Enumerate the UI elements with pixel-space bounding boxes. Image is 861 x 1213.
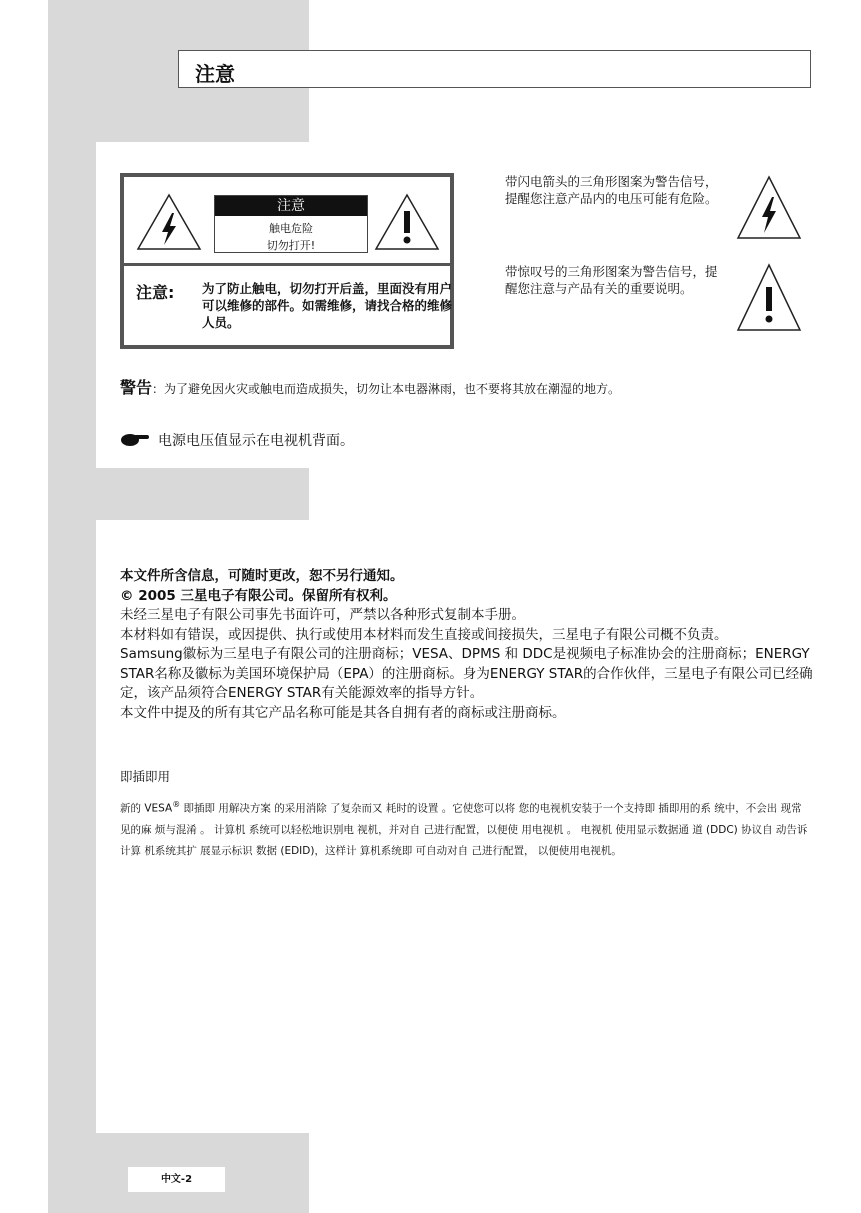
caution-text: 为了防止触电，切勿打开后盖，里面没有用户可以维修的部件。如需维修，请找合格的维修人员。	[202, 281, 453, 330]
legal-line-3: 未经三星电子有限公司事先书面许可，严禁以各种形式复制本手册。	[120, 607, 525, 623]
page-title: 注意	[195, 62, 235, 86]
copyright-line: © 2005 三星电子有限公司。保留所有权利。	[120, 587, 397, 604]
note-text: 电源电压值显示在电视机背面。	[158, 433, 354, 449]
legal-line-4: 本材料如有错误，或因提供、执行或使用本材料而发生直接或间接损失，三星电子有限公司概不负责。	[120, 626, 728, 643]
pointing-hand-icon	[120, 433, 150, 447]
page-number: 中文-2	[128, 1167, 225, 1192]
caution-panel	[120, 173, 454, 349]
legal-notice	[120, 567, 820, 723]
note-line	[120, 430, 354, 450]
registered-mark: ®	[172, 800, 181, 809]
plug-and-play-text-b: 即插即 用解决方案 的采用消除 了复杂而又 耗时的设置 。它使您可以将 您的电视机安装于一个支持即 插即用的系 统中，不会出 现常见的麻 烦与混淆 。 计算机 系统可以轻松地识别电 视机，并对自 己进行配置，以便使 用电视机 。 电视机 使用显示数据通 道 (DDC) 协议自 动告诉计算 机系统其扩 展显示标识 数据 (EDID)，这样计 算机系统即 可自动对自 己进行配置， 以便使用电视机。	[120, 802, 808, 857]
caution-label: 注意:	[136, 283, 175, 302]
caution-heading: 注意	[215, 196, 367, 216]
warning-text: ：为了避免因火灾或触电而造成损失，切勿让本电器淋雨，也不要将其放在潮湿的地方。	[152, 382, 621, 396]
plug-and-play-title: 即插即用	[120, 769, 171, 784]
legal-line-1: 本文件所含信息，可随时更改，恕不另行通知。	[120, 568, 404, 584]
caution-line-2: 切勿打开!	[266, 239, 316, 252]
caution-label-box	[214, 195, 368, 253]
plug-and-play-text-a: 新的 VESA	[120, 802, 173, 815]
legal-line-6: 本文件中提及的所有其它产品名称可能是其各自拥有者的商标或注册商标。	[120, 704, 566, 721]
lightning-note: 带闪电箭头的三角形图案为警告信号，提醒您注意产品内的电压可能有危险。	[505, 174, 718, 206]
caution-panel-top	[124, 177, 450, 266]
lightning-warning-icon	[136, 193, 202, 251]
warning-line	[120, 375, 620, 398]
plug-and-play-text	[120, 794, 810, 862]
warning-label: 警告	[120, 378, 153, 397]
exclamation-warning-icon	[374, 193, 440, 251]
lightning-icon	[736, 175, 802, 241]
exclamation-icon	[736, 263, 802, 333]
exclamation-note: 带惊叹号的三角形图案为警告信号，提醒您注意与产品有关的重要说明。	[505, 264, 718, 296]
legal-line-5: Samsung徽标为三星电子有限公司的注册商标；VESA、DPMS 和 DDC是视频电子标准协会的注册商标；ENERGY STAR名称及徽标为美国环境保护局（EPA）的注册商标。身为ENERGY STAR的合作伙伴，三星电子有限公司已经确定，该产品须符合ENERGY STAR有关能源效率的指导方针。	[120, 646, 813, 701]
caution-line-1: 触电危险	[269, 222, 313, 235]
title-box	[178, 50, 811, 88]
